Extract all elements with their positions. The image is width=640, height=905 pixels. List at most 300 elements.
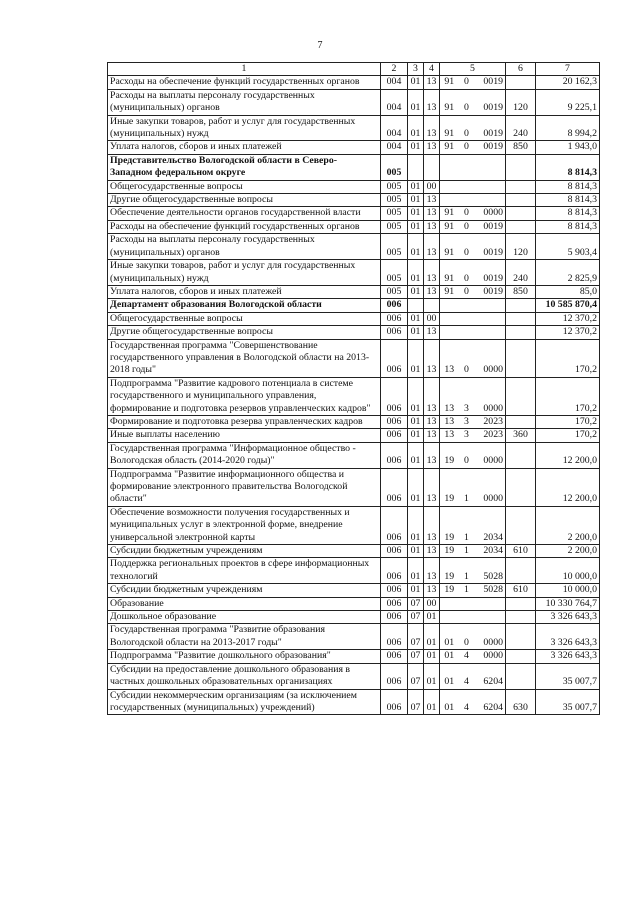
row-amount-cell: 10 330 764,7: [536, 597, 600, 610]
row-direction-cell: 0000: [475, 207, 506, 220]
row-section-cell: 01: [408, 468, 424, 506]
row-subsection-cell: 13: [424, 339, 440, 377]
table-row: [108, 260, 600, 286]
row-amount-cell: 170,2: [536, 429, 600, 442]
row-expense-type-cell: 850: [506, 141, 536, 154]
row-direction-cell: [475, 180, 506, 193]
table-row: [108, 377, 600, 415]
table-row: [108, 545, 600, 558]
row-section-cell: 01: [408, 326, 424, 339]
row-subsection-cell: 01: [424, 650, 440, 663]
row-subsection-cell: 13: [424, 194, 440, 207]
row-code-cell: 006: [381, 429, 408, 442]
row-name-cell: Государственная программа "Развитие образования Вологодской области на 2013-2017 годы": [108, 624, 381, 650]
row-name-cell: Формирование и подготовка резерва управленческих кадров: [108, 415, 381, 428]
row-section-cell: 01: [408, 207, 424, 220]
row-program-cell: 13: [440, 415, 459, 428]
row-program-cell: [440, 312, 459, 325]
row-amount-cell: 8 814,3: [536, 194, 600, 207]
table-row: [108, 442, 600, 468]
row-subsection-cell: 13: [424, 141, 440, 154]
table-row: [108, 663, 600, 689]
table-row: [108, 299, 600, 312]
table-body: [108, 76, 600, 715]
table-row: [108, 326, 600, 339]
row-direction-cell: [475, 194, 506, 207]
row-section-cell: 01: [408, 180, 424, 193]
row-direction-cell: [475, 597, 506, 610]
row-program-cell: 91: [440, 76, 459, 89]
row-amount-cell: 170,2: [536, 415, 600, 428]
row-direction-cell: 5028: [475, 558, 506, 584]
row-section-cell: 01: [408, 234, 424, 260]
row-subprogram-cell: 0: [459, 141, 475, 154]
row-code-cell: 006: [381, 689, 408, 715]
row-code-cell: 005: [381, 154, 408, 180]
table-row: [108, 220, 600, 233]
row-amount-cell: 2 825,9: [536, 260, 600, 286]
table-row: [108, 429, 600, 442]
row-amount-cell: 10 000,0: [536, 558, 600, 584]
row-name-cell: Поддержка региональных проектов в сфере информационных технологий: [108, 558, 381, 584]
table-row: [108, 415, 600, 428]
column-header: 7: [536, 63, 600, 76]
row-section-cell: 01: [408, 260, 424, 286]
column-header: 4: [424, 63, 440, 76]
row-expense-type-cell: [506, 154, 536, 180]
row-subsection-cell: 01: [424, 624, 440, 650]
row-amount-cell: 5 903,4: [536, 234, 600, 260]
row-program-cell: [440, 611, 459, 624]
row-subprogram-cell: 0: [459, 442, 475, 468]
row-direction-cell: 2023: [475, 415, 506, 428]
row-subsection-cell: 01: [424, 611, 440, 624]
row-subsection-cell: 13: [424, 558, 440, 584]
row-subsection-cell: 13: [424, 429, 440, 442]
row-amount-cell: 1 943,0: [536, 141, 600, 154]
row-program-cell: [440, 597, 459, 610]
row-subprogram-cell: [459, 312, 475, 325]
row-code-cell: 004: [381, 89, 408, 115]
row-name-cell: Общегосударственные вопросы: [108, 312, 381, 325]
row-amount-cell: 12 200,0: [536, 442, 600, 468]
row-code-cell: 004: [381, 141, 408, 154]
row-expense-type-cell: [506, 220, 536, 233]
row-amount-cell: 10 585 870,4: [536, 299, 600, 312]
row-amount-cell: 10 000,0: [536, 584, 600, 597]
row-direction-cell: 0019: [475, 89, 506, 115]
row-name-cell: Обеспечение возможности получения государственных и муниципальных услуг в электронной форме, внедрение универсальной электронной карты: [108, 506, 381, 544]
row-expense-type-cell: [506, 468, 536, 506]
row-program-cell: 19: [440, 545, 459, 558]
row-expense-type-cell: [506, 558, 536, 584]
row-amount-cell: 8 814,3: [536, 154, 600, 180]
row-amount-cell: 8 814,3: [536, 220, 600, 233]
row-section-cell: 01: [408, 584, 424, 597]
row-expense-type-cell: [506, 207, 536, 220]
row-expense-type-cell: [506, 650, 536, 663]
row-name-cell: Субсидии некоммерческим организациям (за исключением государственных (муниципальных) учреждений): [108, 689, 381, 715]
row-code-cell: 006: [381, 326, 408, 339]
row-subsection-cell: 13: [424, 207, 440, 220]
row-subprogram-cell: 1: [459, 584, 475, 597]
row-code-cell: 006: [381, 377, 408, 415]
row-expense-type-cell: [506, 611, 536, 624]
table-row: [108, 115, 600, 141]
row-direction-cell: 0019: [475, 115, 506, 141]
row-name-cell: Субсидии на предоставление дошкольного образования в частных дошкольных образовательных организациях: [108, 663, 381, 689]
row-direction-cell: 0019: [475, 234, 506, 260]
row-expense-type-cell: 360: [506, 429, 536, 442]
row-code-cell: 006: [381, 663, 408, 689]
row-name-cell: Обеспечение деятельности органов государственной власти: [108, 207, 381, 220]
row-code-cell: 006: [381, 312, 408, 325]
row-section-cell: 01: [408, 220, 424, 233]
row-subprogram-cell: [459, 154, 475, 180]
table-row: [108, 650, 600, 663]
row-expense-type-cell: [506, 624, 536, 650]
row-subprogram-cell: [459, 299, 475, 312]
row-subprogram-cell: [459, 597, 475, 610]
row-direction-cell: [475, 611, 506, 624]
row-section-cell: 01: [408, 339, 424, 377]
row-expense-type-cell: 630: [506, 689, 536, 715]
row-direction-cell: 0019: [475, 260, 506, 286]
row-direction-cell: 0019: [475, 220, 506, 233]
row-section-cell: 01: [408, 89, 424, 115]
row-subsection-cell: 00: [424, 597, 440, 610]
row-direction-cell: 0000: [475, 377, 506, 415]
row-code-cell: 005: [381, 180, 408, 193]
row-section-cell: 07: [408, 650, 424, 663]
row-expense-type-cell: 240: [506, 260, 536, 286]
row-subsection-cell: 13: [424, 220, 440, 233]
column-header: 2: [381, 63, 408, 76]
row-subsection-cell: 01: [424, 663, 440, 689]
table-row: [108, 234, 600, 260]
row-name-cell: Департамент образования Вологодской области: [108, 299, 381, 312]
row-expense-type-cell: 610: [506, 545, 536, 558]
row-direction-cell: 6204: [475, 663, 506, 689]
row-subprogram-cell: 3: [459, 415, 475, 428]
row-amount-cell: 3 326 643,3: [536, 624, 600, 650]
table-row: [108, 558, 600, 584]
budget-table: [107, 62, 600, 715]
row-name-cell: Государственная программа "Информационное общество - Вологодская область (2014-2020 годы)": [108, 442, 381, 468]
row-amount-cell: 8 814,3: [536, 207, 600, 220]
table-row: [108, 506, 600, 544]
row-program-cell: 01: [440, 663, 459, 689]
row-subprogram-cell: 0: [459, 115, 475, 141]
row-program-cell: 01: [440, 689, 459, 715]
row-code-cell: 006: [381, 624, 408, 650]
row-section-cell: 01: [408, 194, 424, 207]
row-code-cell: 006: [381, 650, 408, 663]
row-direction-cell: 0000: [475, 339, 506, 377]
row-expense-type-cell: [506, 299, 536, 312]
row-direction-cell: 0000: [475, 468, 506, 506]
row-direction-cell: 2023: [475, 429, 506, 442]
row-program-cell: 91: [440, 220, 459, 233]
row-program-cell: 19: [440, 584, 459, 597]
row-program-cell: 19: [440, 558, 459, 584]
row-section-cell: [408, 299, 424, 312]
table-row: [108, 597, 600, 610]
row-direction-cell: 6204: [475, 689, 506, 715]
row-amount-cell: 170,2: [536, 339, 600, 377]
row-amount-cell: 2 200,0: [536, 506, 600, 544]
row-program-cell: 19: [440, 442, 459, 468]
row-code-cell: 006: [381, 597, 408, 610]
row-subprogram-cell: 0: [459, 260, 475, 286]
row-expense-type-cell: [506, 377, 536, 415]
row-code-cell: 005: [381, 207, 408, 220]
row-subprogram-cell: 0: [459, 624, 475, 650]
row-code-cell: 004: [381, 115, 408, 141]
row-program-cell: 19: [440, 506, 459, 544]
table-row: [108, 312, 600, 325]
row-code-cell: 006: [381, 339, 408, 377]
row-program-cell: [440, 194, 459, 207]
row-subsection-cell: 00: [424, 312, 440, 325]
row-code-cell: 005: [381, 260, 408, 286]
row-subprogram-cell: [459, 194, 475, 207]
row-subsection-cell: 13: [424, 234, 440, 260]
row-name-cell: Подпрограмма "Развитие информационного общества и формирование электронного правительства Вологодской области": [108, 468, 381, 506]
row-subprogram-cell: 0: [459, 234, 475, 260]
column-header: 1: [108, 63, 381, 76]
row-direction-cell: 0000: [475, 650, 506, 663]
row-program-cell: 01: [440, 650, 459, 663]
row-code-cell: 006: [381, 611, 408, 624]
row-subsection-cell: [424, 154, 440, 180]
row-code-cell: 006: [381, 468, 408, 506]
row-expense-type-cell: 240: [506, 115, 536, 141]
table-row: [108, 207, 600, 220]
row-amount-cell: 35 007,7: [536, 663, 600, 689]
page-number: 7: [317, 40, 323, 51]
row-expense-type-cell: [506, 442, 536, 468]
row-code-cell: 006: [381, 558, 408, 584]
row-section-cell: 01: [408, 377, 424, 415]
row-name-cell: Субсидии бюджетным учреждениям: [108, 545, 381, 558]
row-section-cell: 01: [408, 115, 424, 141]
row-amount-cell: 3 326 643,3: [536, 650, 600, 663]
row-subprogram-cell: 0: [459, 339, 475, 377]
row-expense-type-cell: [506, 312, 536, 325]
row-program-cell: 91: [440, 141, 459, 154]
row-name-cell: Другие общегосударственные вопросы: [108, 326, 381, 339]
row-subsection-cell: 13: [424, 442, 440, 468]
row-code-cell: 005: [381, 285, 408, 298]
table-header-row: [108, 63, 600, 76]
row-subsection-cell: 13: [424, 89, 440, 115]
row-subsection-cell: [424, 299, 440, 312]
row-program-cell: [440, 299, 459, 312]
row-subprogram-cell: 0: [459, 285, 475, 298]
row-name-cell: Расходы на обеспечение функций государственных органов: [108, 76, 381, 89]
row-expense-type-cell: [506, 663, 536, 689]
row-subsection-cell: 13: [424, 506, 440, 544]
row-subsection-cell: 13: [424, 260, 440, 286]
row-amount-cell: 85,0: [536, 285, 600, 298]
row-code-cell: 006: [381, 545, 408, 558]
column-header: 3: [408, 63, 424, 76]
row-expense-type-cell: [506, 326, 536, 339]
row-program-cell: 91: [440, 89, 459, 115]
row-section-cell: 01: [408, 506, 424, 544]
row-section-cell: 01: [408, 429, 424, 442]
row-name-cell: Другие общегосударственные вопросы: [108, 194, 381, 207]
table-row: [108, 584, 600, 597]
row-direction-cell: [475, 154, 506, 180]
table-row: [108, 154, 600, 180]
row-expense-type-cell: [506, 415, 536, 428]
row-program-cell: 91: [440, 285, 459, 298]
column-header: 6: [506, 63, 536, 76]
table-row: [108, 339, 600, 377]
table-row: [108, 468, 600, 506]
row-expense-type-cell: [506, 597, 536, 610]
row-direction-cell: 2034: [475, 506, 506, 544]
row-section-cell: 01: [408, 558, 424, 584]
row-direction-cell: 5028: [475, 584, 506, 597]
row-name-cell: Государственная программа "Совершенствование государственного управления в Вологодской области на 2013-2018 годы": [108, 339, 381, 377]
row-name-cell: Иные выплаты населению: [108, 429, 381, 442]
row-direction-cell: 0019: [475, 141, 506, 154]
row-subprogram-cell: 0: [459, 89, 475, 115]
row-direction-cell: [475, 299, 506, 312]
row-direction-cell: [475, 312, 506, 325]
table-row: [108, 76, 600, 89]
row-name-cell: Расходы на обеспечение функций государственных органов: [108, 220, 381, 233]
row-section-cell: [408, 154, 424, 180]
row-expense-type-cell: [506, 76, 536, 89]
row-expense-type-cell: [506, 506, 536, 544]
row-subprogram-cell: 1: [459, 468, 475, 506]
row-name-cell: Подпрограмма "Развитие дошкольного образования": [108, 650, 381, 663]
row-subsection-cell: 00: [424, 180, 440, 193]
row-name-cell: Уплата налогов, сборов и иных платежей: [108, 141, 381, 154]
table-row: [108, 611, 600, 624]
row-expense-type-cell: [506, 180, 536, 193]
row-amount-cell: 9 225,1: [536, 89, 600, 115]
table-row: [108, 285, 600, 298]
column-header: 5: [440, 63, 506, 76]
row-direction-cell: 0000: [475, 442, 506, 468]
row-code-cell: 006: [381, 442, 408, 468]
table-row: [108, 624, 600, 650]
row-code-cell: 006: [381, 415, 408, 428]
row-subprogram-cell: 1: [459, 545, 475, 558]
row-subprogram-cell: 0: [459, 76, 475, 89]
row-name-cell: Иные закупки товаров, работ и услуг для государственных (муниципальных) нужд: [108, 260, 381, 286]
row-code-cell: 005: [381, 220, 408, 233]
row-amount-cell: 12 370,2: [536, 312, 600, 325]
row-subprogram-cell: 4: [459, 650, 475, 663]
row-expense-type-cell: [506, 339, 536, 377]
row-subsection-cell: 13: [424, 285, 440, 298]
table-row: [108, 194, 600, 207]
row-section-cell: 01: [408, 76, 424, 89]
row-amount-cell: 8 994,2: [536, 115, 600, 141]
row-subsection-cell: 13: [424, 468, 440, 506]
row-subsection-cell: 13: [424, 584, 440, 597]
row-subprogram-cell: 3: [459, 377, 475, 415]
row-section-cell: 01: [408, 141, 424, 154]
row-name-cell: Субсидии бюджетным учреждениям: [108, 584, 381, 597]
row-program-cell: 91: [440, 260, 459, 286]
row-direction-cell: 0000: [475, 624, 506, 650]
row-subprogram-cell: 4: [459, 689, 475, 715]
row-program-cell: [440, 154, 459, 180]
row-section-cell: 01: [408, 285, 424, 298]
row-program-cell: 01: [440, 624, 459, 650]
row-name-cell: Дошкольное образование: [108, 611, 381, 624]
row-section-cell: 01: [408, 415, 424, 428]
row-section-cell: 01: [408, 312, 424, 325]
row-subprogram-cell: 3: [459, 429, 475, 442]
row-subprogram-cell: 1: [459, 558, 475, 584]
row-subprogram-cell: [459, 180, 475, 193]
row-expense-type-cell: 120: [506, 89, 536, 115]
row-program-cell: 13: [440, 429, 459, 442]
table-row: [108, 180, 600, 193]
row-program-cell: 91: [440, 207, 459, 220]
row-name-cell: Представительство Вологодской области в Северо-Западном федеральном округе: [108, 154, 381, 180]
row-subprogram-cell: [459, 326, 475, 339]
row-amount-cell: 170,2: [536, 377, 600, 415]
row-subsection-cell: 13: [424, 326, 440, 339]
row-amount-cell: 12 370,2: [536, 326, 600, 339]
row-amount-cell: 12 200,0: [536, 468, 600, 506]
row-name-cell: Общегосударственные вопросы: [108, 180, 381, 193]
row-subsection-cell: 01: [424, 689, 440, 715]
row-code-cell: 006: [381, 584, 408, 597]
row-section-cell: 07: [408, 689, 424, 715]
row-program-cell: [440, 326, 459, 339]
row-direction-cell: [475, 326, 506, 339]
row-program-cell: 13: [440, 377, 459, 415]
row-section-cell: 07: [408, 597, 424, 610]
row-section-cell: 01: [408, 442, 424, 468]
row-section-cell: 07: [408, 624, 424, 650]
row-direction-cell: 2034: [475, 545, 506, 558]
row-subprogram-cell: [459, 611, 475, 624]
row-expense-type-cell: [506, 194, 536, 207]
row-program-cell: 19: [440, 468, 459, 506]
table-row: [108, 89, 600, 115]
row-expense-type-cell: 850: [506, 285, 536, 298]
row-direction-cell: 0019: [475, 285, 506, 298]
row-amount-cell: 8 814,3: [536, 180, 600, 193]
row-name-cell: Подпрограмма "Развитие кадрового потенциала в системе государственного и муниципального управления, формирование и подготовка резервов управленческих кадров": [108, 377, 381, 415]
row-name-cell: Иные закупки товаров, работ и услуг для государственных (муниципальных) нужд: [108, 115, 381, 141]
row-section-cell: 07: [408, 663, 424, 689]
row-amount-cell: 2 200,0: [536, 545, 600, 558]
row-subprogram-cell: 4: [459, 663, 475, 689]
row-program-cell: 91: [440, 115, 459, 141]
row-code-cell: 006: [381, 299, 408, 312]
row-code-cell: 006: [381, 506, 408, 544]
row-amount-cell: 35 007,7: [536, 689, 600, 715]
row-code-cell: 005: [381, 194, 408, 207]
row-section-cell: 07: [408, 611, 424, 624]
row-subprogram-cell: 0: [459, 220, 475, 233]
row-program-cell: 91: [440, 234, 459, 260]
row-name-cell: Уплата налогов, сборов и иных платежей: [108, 285, 381, 298]
table-row: [108, 689, 600, 715]
